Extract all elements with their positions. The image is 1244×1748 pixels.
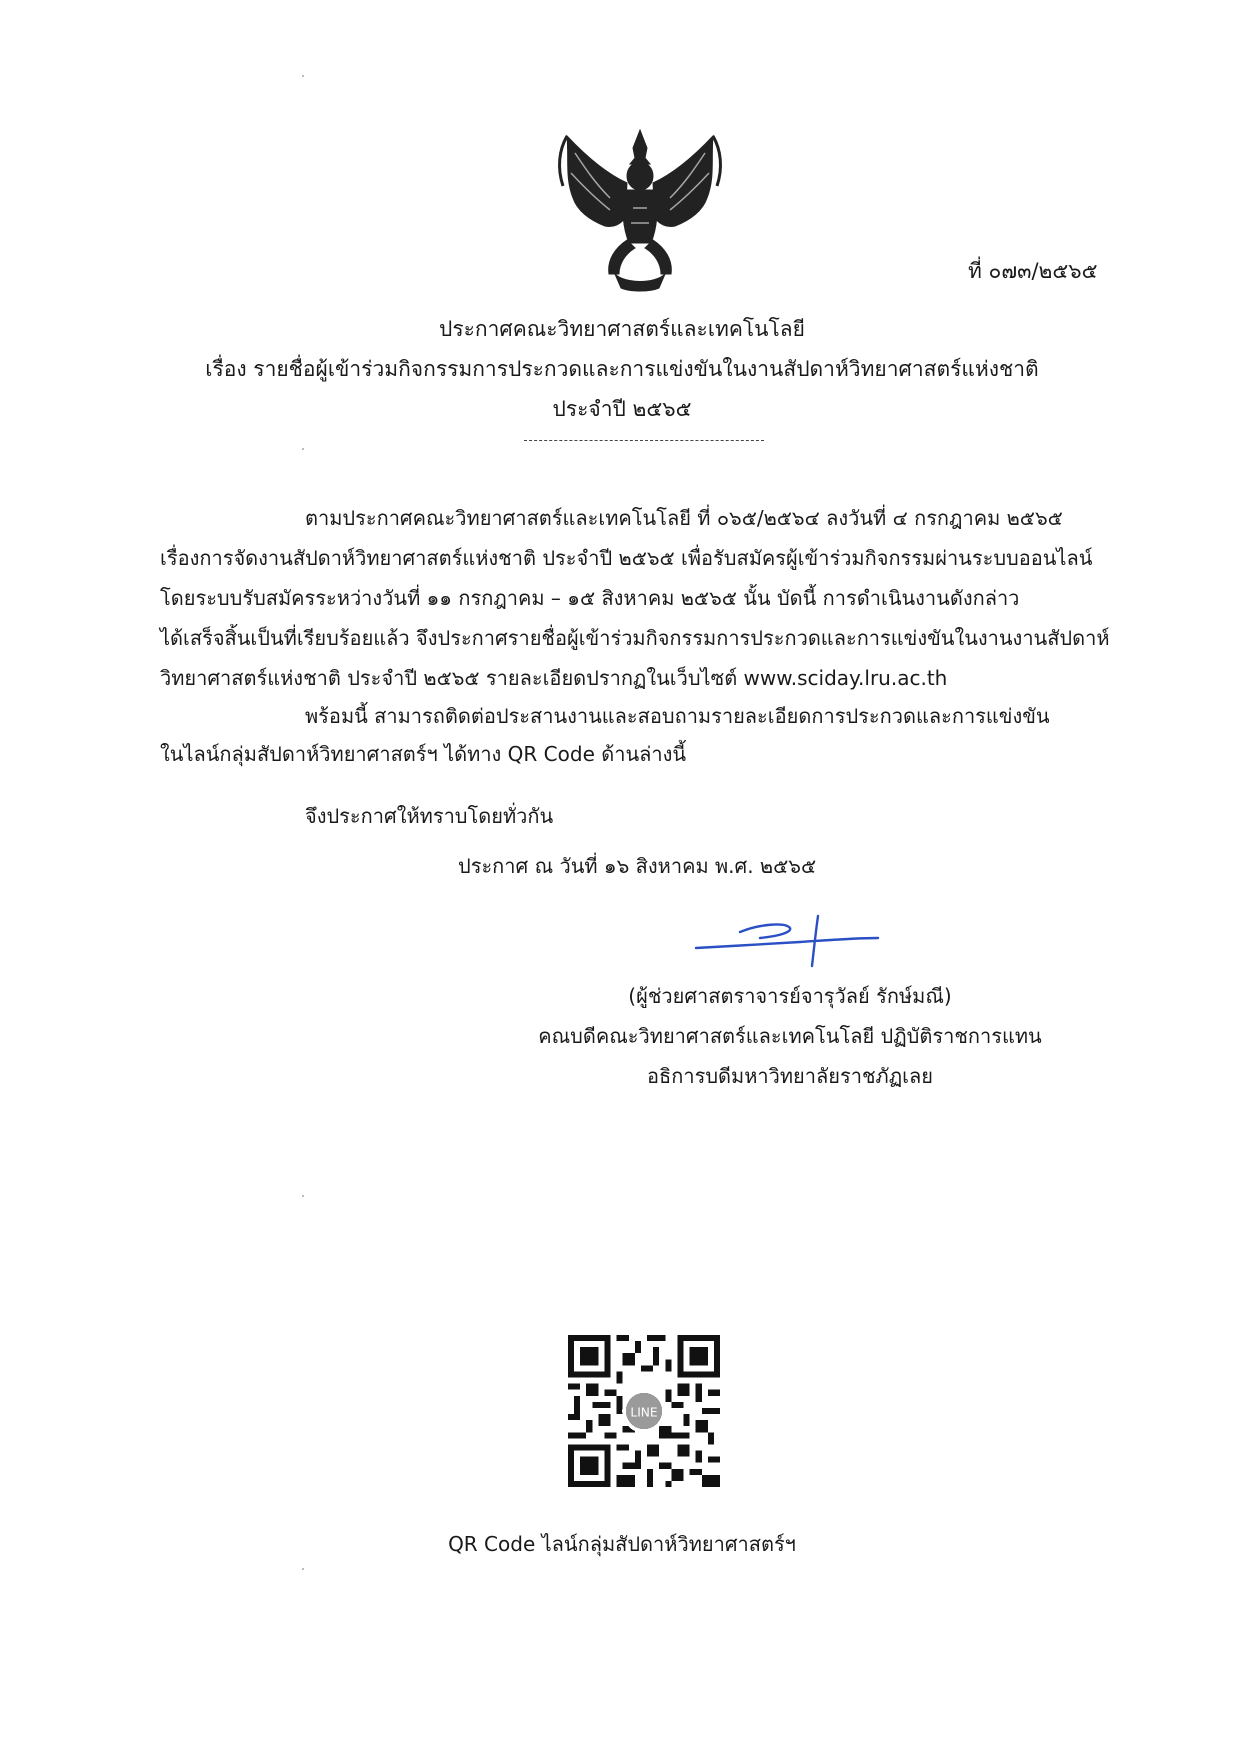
- scan-speck: [302, 1568, 304, 1570]
- line-logo-label: LINE: [630, 1405, 658, 1420]
- announcement-date: ประกาศ ณ วันที่ ๑๖ สิงหาคม พ.ศ. ๒๕๖๕: [458, 854, 817, 878]
- scan-speck: [302, 75, 304, 77]
- signer-position-acting: อธิการบดีมหาวิทยาลัยราชภัฏเลย: [647, 1064, 933, 1088]
- announcement-subject: เรื่อง รายชื่อผู้เข้าร่วมกิจกรรมการประกวดและการแข่งขันในงานสัปดาห์วิทยาศาสตร์แห่งชาติ: [205, 357, 1039, 381]
- announcement-heading: ประกาศคณะวิทยาศาสตร์และเทคโนโลยี: [439, 317, 805, 341]
- document-number: ที่ ๐๗๓/๒๕๖๕: [968, 259, 1098, 283]
- scan-speck: [302, 448, 304, 450]
- handwritten-signature: [690, 908, 880, 968]
- closing-statement: จึงประกาศให้ทราบโดยทั่วกัน: [305, 804, 554, 828]
- body-line-2: เรื่องการจัดงานสัปดาห์วิทยาศาสตร์แห่งชาติ ประจำปี ๒๕๖๕ เพื่อรับสมัครผู้เข้าร่วมกิจกรรมผ่านระบบออนไลน์: [160, 546, 1093, 570]
- body-line-6: พร้อมนี้ สามารถติดต่อประสานงานและสอบถามรายละเอียดการประกวดและการแข่งขัน: [305, 704, 1050, 728]
- body-line-4: ได้เสร็จสิ้นเป็นที่เรียบร้อยแล้ว จึงประกาศรายชื่อผู้เข้าร่วมกิจกรรมการประกวดและการแข่งขันในงานงานสัปดาห์: [160, 626, 1110, 650]
- qr-code-icon[interactable]: [568, 1335, 720, 1487]
- body-line-5: วิทยาศาสตร์แห่งชาติ ประจำปี ๒๕๖๕ รายละเอียดปรากฏในเว็บไซต์ www.sciday.lru.ac.th: [160, 666, 948, 690]
- signer-position: คณบดีคณะวิทยาศาสตร์และเทคโนโลยี ปฏิบัติราชการแทน: [538, 1024, 1042, 1048]
- qr-caption: QR Code ไลน์กลุ่มสัปดาห์วิทยาศาสตร์ฯ: [448, 1532, 796, 1556]
- title-divider: [524, 440, 764, 441]
- garuda-emblem-icon: [555, 128, 725, 293]
- body-line-3: โดยระบบรับสมัครระหว่างวันที่ ๑๑ กรกฎาคม – ๑๕ สิงหาคม ๒๕๖๕ นั้น บัดนี้ การดำเนินงานดังกล่าว: [160, 586, 1020, 610]
- body-line-7: ในไลน์กลุ่มสัปดาห์วิทยาศาสตร์ฯ ได้ทาง QR Code ด้านล่างนี้: [160, 742, 687, 766]
- scan-speck: [302, 1195, 304, 1197]
- announcement-year: ประจำปี ๒๕๖๕: [552, 397, 692, 421]
- body-line-1: ตามประกาศคณะวิทยาศาสตร์และเทคโนโลยี ที่ ๐๖๕/๒๕๖๔ ลงวันที่ ๔ กรกฎาคม ๒๕๖๕: [305, 506, 1063, 530]
- signer-name: (ผู้ช่วยศาสตราจารย์จารุวัลย์ รักษ์มณี): [628, 984, 952, 1008]
